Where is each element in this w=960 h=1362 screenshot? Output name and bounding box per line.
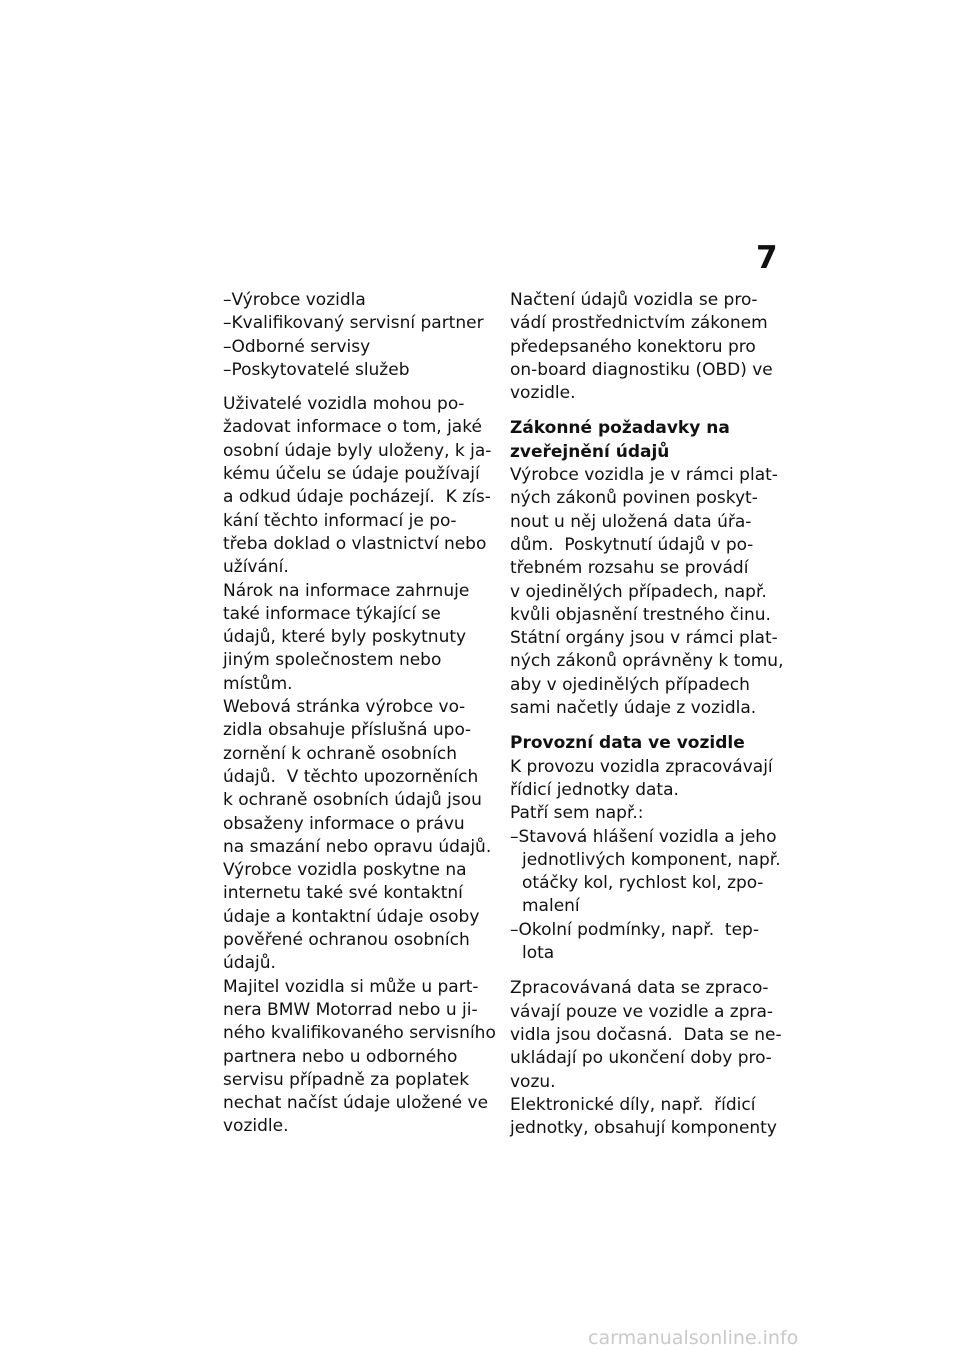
text-line: vozu. — [510, 1071, 556, 1092]
text-line: lota — [522, 943, 555, 964]
text-line: řídicí jednotky data. — [510, 779, 679, 800]
text-line: ného kvalifikovaného servisního — [223, 1023, 496, 1044]
text-line: ukládají po ukončení doby pro‐ — [510, 1048, 772, 1069]
text-line: také informace týkající se — [223, 603, 441, 624]
text-line: údaje a kontaktní údaje osoby — [223, 906, 480, 927]
list-item: –Poskytovatelé služeb — [223, 359, 410, 380]
text-line: údajů. V těchto upozorněních — [223, 766, 479, 787]
right-column — [510, 289, 782, 1140]
text-line: Majitel vozidla si může u part‐ — [223, 976, 479, 997]
section-heading: zveřejnění údajů — [510, 441, 670, 462]
text-line: sami načetly údaje z vozidla. — [510, 698, 757, 719]
text-line: otáčky kol, rychlost kol, zpo‐ — [522, 873, 764, 894]
text-line: malení — [522, 896, 580, 917]
text-line: kému účelu se údaje používají — [223, 464, 480, 485]
text-line: servisu případně za poplatek — [223, 1069, 470, 1090]
text-line: vozidle. — [223, 1116, 289, 1137]
list-item — [510, 826, 782, 919]
text-line: –Okolní podmínky, např. tep‐ — [510, 919, 759, 940]
text-line: nechat načíst údaje uložené ve — [223, 1093, 489, 1114]
text-line: předepsaného konektoru pro — [510, 336, 756, 357]
text-line: zidla obsahuje příslušná upo‐ — [223, 720, 471, 741]
text-line: internetu také své kontaktní — [223, 883, 463, 904]
list-item — [510, 919, 782, 966]
text-line: Elektronické díly, např. řídicí — [510, 1094, 756, 1115]
page-number: 7 — [756, 240, 778, 276]
text-line: K provozu vozidla zpracovávají — [510, 756, 773, 777]
text-line: kání těchto informací je po‐ — [223, 510, 457, 531]
text-line: jednotlivých komponent, např. — [522, 849, 781, 870]
text-line: místům. — [223, 673, 293, 694]
watermark: carmanualsonline.info — [588, 1327, 799, 1349]
text-line: vávají pouze ve vozidle a zpra‐ — [510, 1001, 774, 1022]
section-operating-data — [510, 732, 782, 1140]
text-line: třeba doklad o vlastnictví nebo — [223, 533, 487, 554]
text-line: zornění k ochraně osobních — [223, 743, 458, 764]
text-line: v ojedinělých případech, např. — [510, 581, 767, 602]
text-line: Patří sem např.: — [510, 803, 644, 824]
text-line: nera BMW Motorrad nebo u ji‐ — [223, 999, 478, 1020]
text-line: užívání. — [223, 557, 289, 578]
text-line: Načtení údajů vozidla se pro‐ — [510, 290, 758, 310]
text-line: obsaženy informace o právu — [223, 813, 465, 834]
list-item: –Výrobce vozidla — [223, 290, 366, 310]
text-line: Výrobce vozidla poskytne na — [223, 860, 467, 881]
text-line: k ochraně osobních údajů jsou — [223, 790, 482, 811]
text-line: on-board diagnostiku (OBD) ve — [510, 359, 773, 380]
list-item: –Odborné servisy — [223, 336, 371, 357]
text-line: a odkud údaje pocházejí. K zís‐ — [223, 487, 491, 508]
text-line: vidla jsou dočasná. Data se ne‐ — [510, 1024, 782, 1045]
text-line: na smazání nebo opravu údajů. — [223, 836, 492, 857]
text-line: údajů, které byly poskytnuty — [223, 627, 467, 648]
text-line: žadovat informace o tom, jaké — [223, 417, 482, 438]
text-line: třebném rozsahu se provádí — [510, 558, 749, 579]
text-line: údajů. — [223, 953, 276, 974]
text-line: jiným společnostem nebo — [223, 650, 442, 671]
text-line: jednotky, obsahují komponenty — [510, 1118, 777, 1139]
text-line: Výrobce vozidla je v rámci plat‐ — [510, 465, 778, 486]
intro-text — [510, 289, 782, 405]
text-line: ných zákonů povinen poskyt‐ — [510, 488, 758, 509]
section-heading: Zákonné požadavky na — [510, 418, 730, 439]
section-legal-requirements — [510, 417, 782, 720]
body-text — [223, 393, 495, 1139]
recipient-list — [223, 289, 495, 382]
text-line: pověřené ochranou osobních — [223, 930, 470, 951]
text-line: vozidle. — [510, 383, 576, 404]
text-line: aby v ojedinělých případech — [510, 674, 750, 695]
text-line: vádí prostřednictvím zákonem — [510, 313, 768, 334]
text-line: Nárok na informace zahrnuje — [223, 580, 470, 601]
list-item: –Kvalifikovaný servisní partner — [223, 313, 484, 334]
text-line: nout u něj uložená data úřa‐ — [510, 511, 752, 532]
text-line: –Stavová hlášení vozidla a jeho — [510, 826, 777, 847]
text-line: osobní údaje byly uloženy, k ja‐ — [223, 440, 492, 461]
text-line: partnera nebo u odborného — [223, 1046, 458, 1067]
text-line: ných zákonů oprávněny k tomu, — [510, 651, 784, 672]
text-line: kvůli objasnění trestného činu. — [510, 604, 771, 625]
section-heading: Provozní data ve vozidle — [510, 733, 745, 754]
text-line: Uživatelé vozidla mohou po‐ — [223, 394, 465, 415]
text-line: Zpracovávaná data se zpraco‐ — [510, 978, 769, 999]
text-line: Státní orgány jsou v rámci plat‐ — [510, 628, 778, 649]
text-line: dům. Poskytnutí údajů v po‐ — [510, 534, 754, 555]
left-column — [223, 289, 495, 1139]
text-line: Webová stránka výrobce vo‐ — [223, 697, 466, 718]
